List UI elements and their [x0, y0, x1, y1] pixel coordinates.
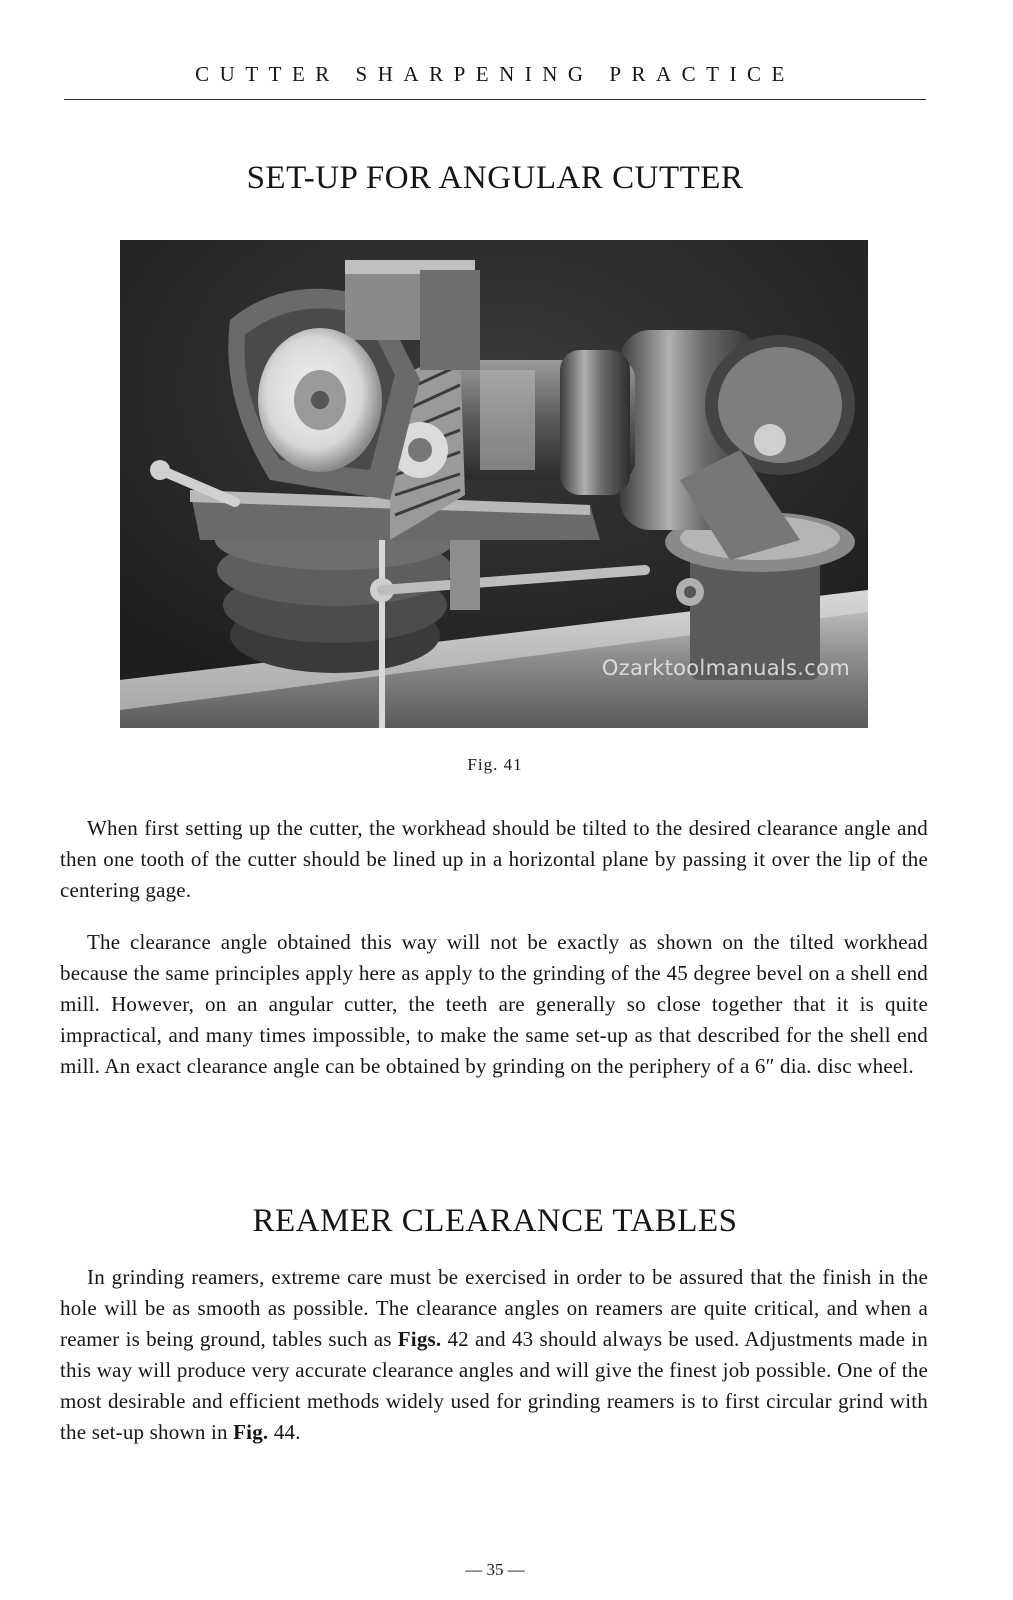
machine-photo-illustration [120, 240, 868, 728]
page-number: — 35 — [465, 1560, 525, 1579]
running-head: CUTTER SHARPENING PRACTICE [195, 62, 795, 86]
figure-41-photo [120, 240, 868, 728]
header-rule [64, 99, 926, 100]
paragraph-reamers-text-3: 44. [268, 1420, 301, 1444]
paragraph-setup: When first setting up the cutter, the workhead should be tilted to the desired clearance angle and then one tooth of the cutter should be lined up in a horizontal plane by passing it over the lip of the centering gage. [60, 816, 928, 902]
paragraph-reamers-text-2: 42 and 43 should always be used. Adjustments made in this way will produce very accurate clearance angles and will give the finest job possible. One of the most desirable and efficient methods widely used for grinding reamers is to first circular grind with the set-up shown in [60, 1327, 928, 1444]
figure-caption: Fig. 41 [467, 755, 523, 774]
paragraph-reamers [60, 1262, 928, 1448]
paragraph-clearance-angle: The clearance angle obtained this way will not be exactly as shown on the tilted workhead because the same principles apply here as apply to the grinding of the 45 degree bevel on a shell end mill. However, on an angular cutter, the teeth are generally so close together that it is quite impractical, and many times impossible, to make the same set-up as that described for the shell end mill. An exact clearance angle can be obtained by grinding on the periphery of a 6″ dia. disc wheel. [60, 930, 928, 1078]
paragraph-reamers-text-1: In grinding reamers, extreme care must be exercised in order to be assured that the finish in the hole will be as smooth as possible. The clearance angles on reamers are quite critical, and when a reamer is being ground, tables such as [60, 1265, 928, 1351]
section-title-reamer-clearance: REAMER CLEARANCE TABLES [252, 1203, 738, 1239]
watermark-text: Ozarktoolmanuals.com [601, 656, 850, 680]
section-title-angular-cutter: SET-UP FOR ANGULAR CUTTER [246, 160, 744, 196]
figure-reference-fig: Fig. [233, 1420, 269, 1444]
figure-reference-figs: Figs. [397, 1327, 442, 1351]
